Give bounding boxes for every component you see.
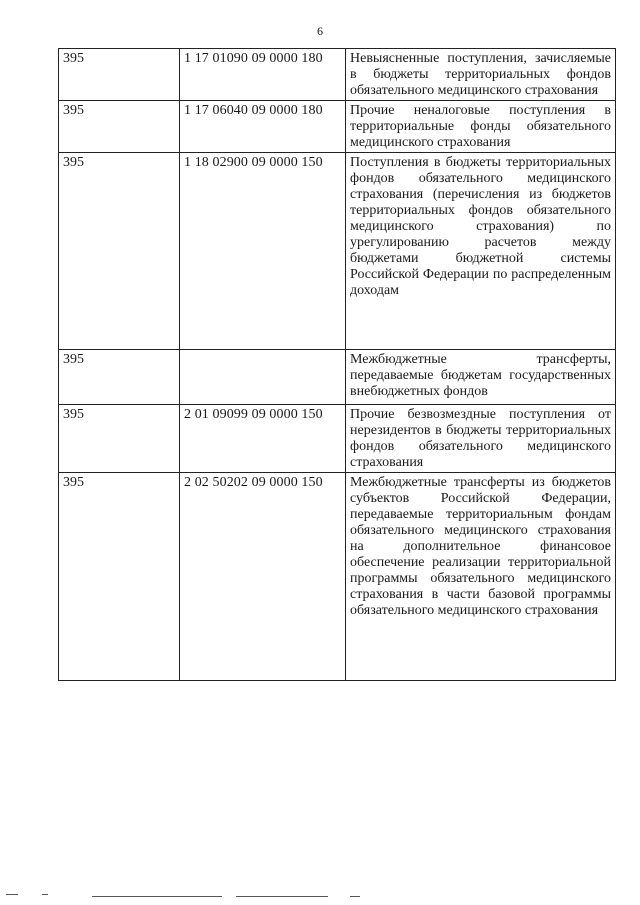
scan-mark (92, 896, 222, 897)
budget-code-cell: 1 17 01090 09 0000 180 (180, 49, 346, 101)
scan-mark (42, 894, 48, 895)
budget-code-cell: 2 02 50202 09 0000 150 (180, 473, 346, 681)
revenue-codes-table (58, 48, 616, 681)
scan-mark (350, 896, 360, 897)
admin-code-cell: 395 (59, 49, 180, 101)
revenue-name-cell: Прочие безвозмездные поступления от нерезидентов в бюджеты территориальных фондов обязательного медицинского страхования (346, 405, 616, 473)
revenue-name-cell: Прочие неналоговые поступления в территориальные фонды обязательного медицинского страхования (346, 101, 616, 153)
table-row (59, 405, 616, 473)
revenue-name-cell: Межбюджетные трансферты из бюджетов субъектов Российской Федерации, передаваемые территориальным фондам обязательного медицинского страхования на дополнительное финансовое обеспечение реализации территориальной программы обязательного медицинского страхования в части базовой программы обязательного медицинского страхования (346, 473, 616, 681)
scan-artifact-marks (0, 894, 640, 902)
table-row (59, 473, 616, 681)
scan-mark (236, 896, 328, 897)
admin-code-cell: 395 (59, 473, 180, 681)
revenue-name-cell: Межбюджетные трансферты, передаваемые бюджетам государственных внебюджетных фондов (346, 350, 616, 405)
table-row (59, 350, 616, 405)
scan-mark (6, 894, 18, 895)
table-row (59, 49, 616, 101)
admin-code-cell: 395 (59, 101, 180, 153)
table-row (59, 153, 616, 350)
admin-code-cell: 395 (59, 153, 180, 350)
budget-code-cell: 1 17 06040 09 0000 180 (180, 101, 346, 153)
budget-code-cell: 1 18 02900 09 0000 150 (180, 153, 346, 350)
revenue-name-cell: Невыясненные поступления, зачисляемые в бюджеты территориальных фондов обязательного медицинского страхования (346, 49, 616, 101)
table-row (59, 101, 616, 153)
revenue-name-cell: Поступления в бюджеты территориальных фондов обязательного медицинского страхования (перечисления из бюджетов территориальных фондов обязательного медицинского страхования) по урегулированию расчетов между бюджетами бюджетной системы Российской Федерации по распределенным доходам (346, 153, 616, 350)
budget-code-cell (180, 350, 346, 405)
budget-code-cell: 2 01 09099 09 0000 150 (180, 405, 346, 473)
admin-code-cell: 395 (59, 350, 180, 405)
admin-code-cell: 395 (59, 405, 180, 473)
page-number: 6 (317, 24, 323, 38)
